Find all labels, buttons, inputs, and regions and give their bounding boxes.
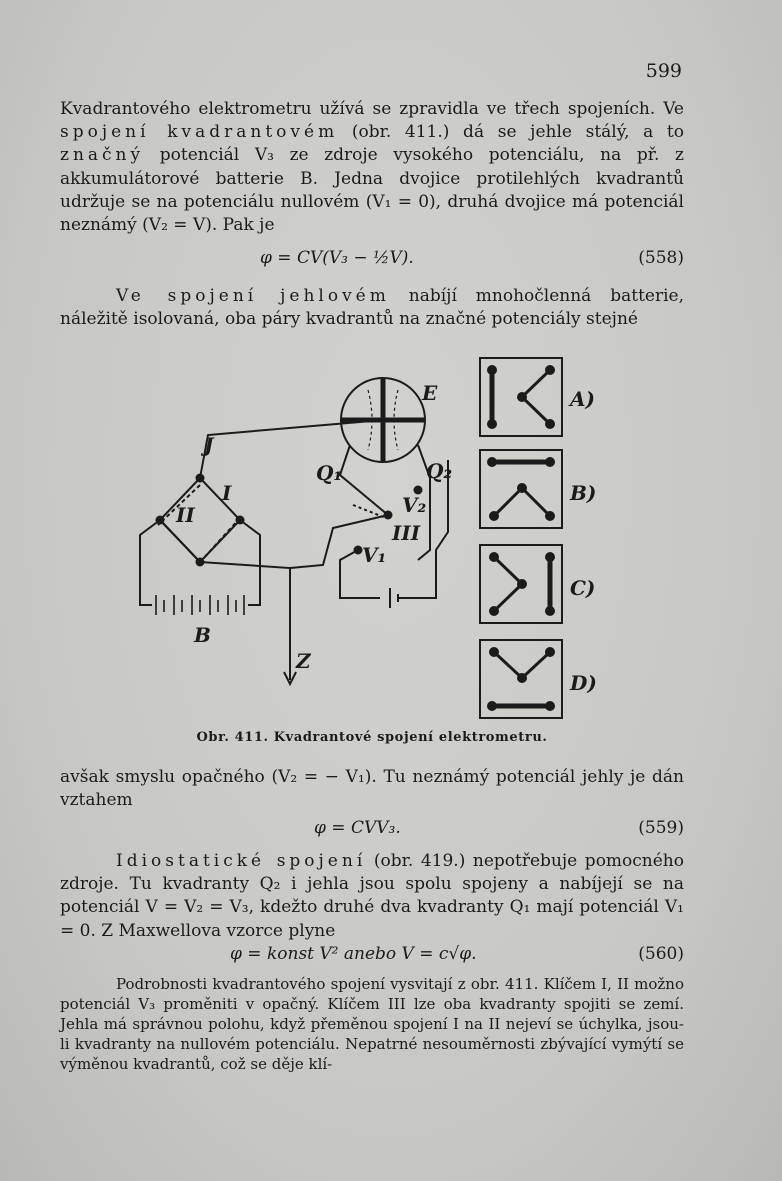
equation-formula: φ = CVV₃.: [314, 818, 401, 838]
spaced-term: značný: [60, 145, 145, 166]
equation-number: (558): [638, 248, 684, 268]
label-Z: Z: [296, 649, 311, 673]
paragraph-details: Podrobnosti kvadrantového spojení vysvitají z obr. 411. Klíčem I, II možno potenciál V₃ proměniti v opačný. Klíčem III lze oba kvadranty spojiti se zemí. Jehla má správnou polohu, když přeměnou spojení I na II nejeví se úchylka, jsou-li kvadranty na nullovém potenciálu. Nepatrné nesouměrnosti zbývající vymýtí se výměnou kvadrantů, což se děje klí-: [60, 975, 684, 1073]
label-J: J: [204, 433, 214, 457]
label-I: I: [222, 481, 232, 505]
equation-number: (559): [638, 818, 684, 838]
equation-number: (560): [638, 944, 684, 964]
label-E: E: [422, 381, 438, 405]
page-number: 599: [645, 60, 682, 82]
paragraph-quadrant-connection: Kvadrantového elektrometru užívá se zpravidla ve třech spojeních. Ve spojení kvadrantovém (obr. 411.) dá se jehle stálý, a to značný potenciál V₃ ze zdroje vysokého potenciálu, na př. z akkumulátorové batterie B. Jedna dvojice protilehlých kvadrantů udržuje se na potenciálu nullovém (V₁ = 0), druhá dvojice má potenciál neznámý (V₂ = V). Pak je: [60, 99, 684, 236]
spaced-term: Ve spojení jehlovém: [116, 286, 390, 306]
equation-formula: φ = CV(V₃ − ½V).: [260, 248, 414, 268]
label-C: C): [570, 576, 596, 600]
paragraph-needle-connection: Ve spojení jehlovém nabíjí mnohočlenná batterie, náležitě isolovaná, oba páry kvadrantů na značné potenciály stejné: [60, 286, 684, 330]
label-D: D): [570, 671, 597, 695]
equation-formula: φ = konst V² anebo V = c√φ.: [230, 944, 477, 964]
label-V2: V₂: [402, 493, 427, 517]
label-Q2: Q₂: [426, 459, 453, 483]
equation-560: [60, 944, 684, 968]
spaced-term: Idiostatické spojení: [116, 851, 367, 871]
equation-558: [60, 248, 684, 272]
circuit-diagram: [118, 350, 598, 730]
figure-caption: Obr. 411. Kvadrantové spojení elektrometru.: [196, 730, 548, 745]
label-Q1: Q₁: [316, 461, 343, 485]
label-II: II: [176, 503, 195, 527]
label-B: B: [194, 623, 211, 647]
label-III: III: [392, 521, 421, 545]
spaced-term: spojení kvadrantovém: [60, 122, 339, 143]
paragraph-idiostatic: Idiostatické spojení (obr. 419.) nepotřebuje pomocného zdroje. Tu kvadranty Q₂ i jehla jsou spolu spojeny a nabíjejí se na potenciál V = V₂ = V₃, kdežto druhé dva kvadranty Q₁ mají potenciál V₁ = 0. Z Maxwellova vzorce plyne: [60, 851, 684, 941]
figure-411: [118, 350, 598, 730]
label-Bb: B): [570, 481, 597, 505]
label-A: A): [570, 387, 595, 411]
paragraph-opposite-sense: avšak smyslu opačného (V₂ = − V₁). Tu neznámý potenciál jehly je dán vztahem: [60, 767, 684, 811]
label-V1: V₁: [362, 543, 387, 567]
equation-559: [60, 818, 684, 842]
